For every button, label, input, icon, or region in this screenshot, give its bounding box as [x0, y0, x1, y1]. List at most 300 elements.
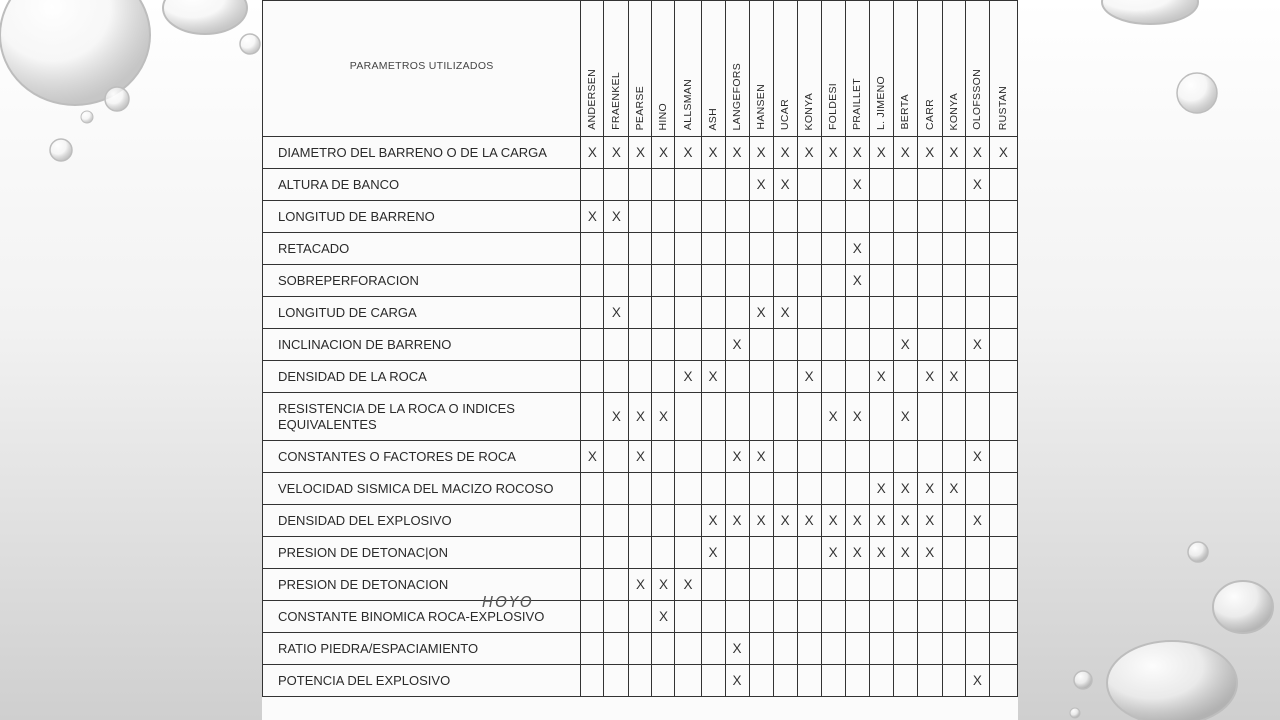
empty-cell: [652, 265, 675, 297]
empty-cell: [675, 169, 701, 201]
x-mark: X: [828, 513, 838, 528]
x-mark: X: [708, 369, 718, 384]
empty-cell: [893, 665, 917, 697]
empty-cell: [604, 473, 629, 505]
x-mark: X: [708, 545, 718, 560]
parameter-label: DENSIDAD DEL EXPLOSIVO: [263, 505, 581, 537]
parameters-header: PARAMETROS UTILIZADOS: [263, 1, 581, 137]
empty-cell: [965, 361, 989, 393]
mark-cell: [942, 361, 965, 393]
mark-cell: [821, 393, 845, 441]
empty-cell: [581, 537, 604, 569]
empty-cell: [749, 265, 773, 297]
empty-cell: [989, 569, 1017, 601]
empty-cell: [725, 233, 749, 265]
empty-cell: [942, 569, 965, 601]
x-mark: X: [732, 513, 742, 528]
empty-cell: [869, 297, 893, 329]
mark-cell: [917, 473, 942, 505]
mark-cell: [675, 361, 701, 393]
empty-cell: [942, 665, 965, 697]
empty-cell: [845, 201, 869, 233]
empty-cell: [797, 393, 821, 441]
parameter-label: LONGITUD DE BARRENO: [263, 201, 581, 233]
mark-cell: [893, 473, 917, 505]
table-row: [263, 569, 1018, 601]
table-row: [263, 537, 1018, 569]
x-mark: X: [900, 481, 910, 496]
x-mark: X: [852, 177, 862, 192]
x-mark: X: [828, 545, 838, 560]
mark-cell: [869, 537, 893, 569]
empty-cell: [989, 393, 1017, 441]
empty-cell: [797, 329, 821, 361]
mark-cell: [604, 137, 629, 169]
author-header: [581, 1, 604, 137]
x-mark: X: [828, 409, 838, 424]
mark-cell: [652, 137, 675, 169]
table-header-row: [263, 1, 1018, 137]
empty-cell: [893, 169, 917, 201]
empty-cell: [701, 633, 725, 665]
x-mark: X: [925, 369, 935, 384]
parameter-label: DIAMETRO DEL BARRENO O DE LA CARGA: [263, 137, 581, 169]
empty-cell: [675, 233, 701, 265]
mark-cell: [725, 441, 749, 473]
empty-cell: [797, 441, 821, 473]
parameter-label: DENSIDAD DE LA ROCA: [263, 361, 581, 393]
table-row: [263, 329, 1018, 361]
empty-cell: [652, 297, 675, 329]
empty-cell: [773, 329, 797, 361]
empty-cell: [773, 201, 797, 233]
empty-cell: [989, 201, 1017, 233]
x-mark: X: [683, 369, 693, 384]
empty-cell: [917, 201, 942, 233]
table-row: [263, 265, 1018, 297]
x-mark: X: [780, 513, 790, 528]
mark-cell: [604, 393, 629, 441]
empty-cell: [629, 633, 652, 665]
mark-cell: [797, 505, 821, 537]
mark-cell: [675, 137, 701, 169]
author-header: [989, 1, 1017, 137]
empty-cell: [675, 601, 701, 633]
empty-cell: [821, 265, 845, 297]
empty-cell: [629, 473, 652, 505]
empty-cell: [917, 601, 942, 633]
empty-cell: [942, 169, 965, 201]
mark-cell: [893, 393, 917, 441]
table-row: [263, 169, 1018, 201]
empty-cell: [629, 537, 652, 569]
empty-cell: [989, 537, 1017, 569]
empty-cell: [629, 361, 652, 393]
empty-cell: [604, 169, 629, 201]
mark-cell: [604, 297, 629, 329]
empty-cell: [581, 665, 604, 697]
x-mark: X: [732, 641, 742, 656]
x-mark: X: [587, 449, 597, 464]
empty-cell: [773, 473, 797, 505]
mark-cell: [989, 137, 1017, 169]
author-name: ANDERSEN: [586, 69, 599, 130]
mark-cell: [701, 537, 725, 569]
x-mark: X: [756, 305, 766, 320]
mark-cell: [629, 569, 652, 601]
empty-cell: [893, 265, 917, 297]
empty-cell: [797, 201, 821, 233]
mark-cell: [869, 505, 893, 537]
empty-cell: [965, 633, 989, 665]
x-mark: X: [972, 449, 982, 464]
empty-cell: [797, 601, 821, 633]
empty-cell: [701, 297, 725, 329]
x-mark: X: [804, 145, 814, 160]
x-mark: X: [756, 513, 766, 528]
empty-cell: [917, 169, 942, 201]
empty-cell: [965, 393, 989, 441]
mark-cell: [797, 361, 821, 393]
empty-cell: [989, 441, 1017, 473]
parameter-label: RESISTENCIA DE LA ROCA O INDICES EQUIVALENTES: [263, 393, 581, 441]
mark-cell: [581, 441, 604, 473]
mark-cell: [725, 137, 749, 169]
empty-cell: [749, 201, 773, 233]
empty-cell: [893, 361, 917, 393]
empty-cell: [749, 633, 773, 665]
empty-cell: [629, 297, 652, 329]
empty-cell: [675, 633, 701, 665]
empty-cell: [965, 537, 989, 569]
parameters-table: [262, 0, 1018, 697]
empty-cell: [701, 201, 725, 233]
empty-cell: [675, 473, 701, 505]
empty-cell: [942, 265, 965, 297]
empty-cell: [893, 233, 917, 265]
mark-cell: [725, 329, 749, 361]
empty-cell: [581, 329, 604, 361]
empty-cell: [845, 297, 869, 329]
empty-cell: [965, 601, 989, 633]
x-mark: X: [852, 545, 862, 560]
empty-cell: [917, 329, 942, 361]
empty-cell: [821, 441, 845, 473]
empty-cell: [797, 169, 821, 201]
empty-cell: [749, 665, 773, 697]
empty-cell: [629, 505, 652, 537]
empty-cell: [725, 537, 749, 569]
empty-cell: [652, 441, 675, 473]
empty-cell: [725, 201, 749, 233]
parameter-label: INCLINACION DE BARRENO: [263, 329, 581, 361]
empty-cell: [917, 233, 942, 265]
x-mark: X: [708, 513, 718, 528]
x-mark: X: [900, 337, 910, 352]
empty-cell: [965, 233, 989, 265]
empty-cell: [629, 601, 652, 633]
empty-cell: [725, 169, 749, 201]
x-mark: X: [876, 145, 886, 160]
empty-cell: [821, 233, 845, 265]
empty-cell: [581, 505, 604, 537]
empty-cell: [845, 569, 869, 601]
empty-cell: [942, 633, 965, 665]
empty-cell: [989, 601, 1017, 633]
x-mark: X: [900, 513, 910, 528]
empty-cell: [893, 569, 917, 601]
empty-cell: [845, 329, 869, 361]
empty-cell: [652, 169, 675, 201]
empty-cell: [989, 297, 1017, 329]
x-mark: X: [900, 545, 910, 560]
empty-cell: [701, 393, 725, 441]
author-header: [869, 1, 893, 137]
empty-cell: [917, 569, 942, 601]
empty-cell: [989, 505, 1017, 537]
author-name: KONYA: [947, 92, 960, 130]
empty-cell: [869, 201, 893, 233]
author-name: PEARSE: [634, 85, 647, 130]
empty-cell: [581, 569, 604, 601]
empty-cell: [773, 265, 797, 297]
empty-cell: [725, 601, 749, 633]
empty-cell: [989, 233, 1017, 265]
author-name: LANGEFORS: [731, 62, 744, 130]
empty-cell: [675, 505, 701, 537]
x-mark: X: [949, 481, 959, 496]
empty-cell: [604, 601, 629, 633]
x-mark: X: [611, 209, 621, 224]
mark-cell: [965, 665, 989, 697]
mark-cell: [749, 441, 773, 473]
mark-cell: [773, 137, 797, 169]
mark-cell: [749, 137, 773, 169]
empty-cell: [797, 537, 821, 569]
author-header: [893, 1, 917, 137]
empty-cell: [581, 601, 604, 633]
author-name: ALLSMAN: [682, 78, 694, 130]
empty-cell: [989, 473, 1017, 505]
empty-cell: [845, 601, 869, 633]
x-mark: X: [998, 145, 1008, 160]
empty-cell: [773, 361, 797, 393]
mark-cell: [652, 569, 675, 601]
x-mark: X: [876, 545, 886, 560]
author-name: BERTA: [899, 94, 912, 130]
empty-cell: [869, 633, 893, 665]
empty-cell: [652, 665, 675, 697]
x-mark: X: [925, 545, 935, 560]
mark-cell: [581, 201, 604, 233]
x-mark: X: [611, 409, 621, 424]
mark-cell: [917, 537, 942, 569]
empty-cell: [581, 297, 604, 329]
x-mark: X: [658, 145, 668, 160]
mark-cell: [869, 361, 893, 393]
table-row: [263, 393, 1018, 441]
x-mark: X: [635, 145, 645, 160]
empty-cell: [869, 441, 893, 473]
empty-cell: [797, 633, 821, 665]
mark-cell: [965, 169, 989, 201]
empty-cell: [701, 265, 725, 297]
empty-cell: [581, 361, 604, 393]
empty-cell: [652, 505, 675, 537]
empty-cell: [604, 633, 629, 665]
mark-cell: [797, 137, 821, 169]
empty-cell: [675, 201, 701, 233]
author-name: KONYA: [803, 92, 816, 130]
x-mark: X: [852, 241, 862, 256]
x-mark: X: [949, 369, 959, 384]
empty-cell: [821, 329, 845, 361]
mark-cell: [965, 329, 989, 361]
empty-cell: [604, 537, 629, 569]
author-header: [604, 1, 629, 137]
empty-cell: [821, 361, 845, 393]
handwritten-note: HOYO: [482, 593, 534, 611]
mark-cell: [604, 201, 629, 233]
x-mark: X: [756, 449, 766, 464]
empty-cell: [581, 169, 604, 201]
empty-cell: [725, 393, 749, 441]
author-header: [821, 1, 845, 137]
empty-cell: [652, 233, 675, 265]
empty-cell: [965, 569, 989, 601]
x-mark: X: [972, 337, 982, 352]
mark-cell: [942, 473, 965, 505]
author-name: FRAENKEL: [610, 72, 623, 130]
empty-cell: [965, 201, 989, 233]
empty-cell: [675, 393, 701, 441]
empty-cell: [942, 297, 965, 329]
x-mark: X: [587, 145, 597, 160]
mark-cell: [725, 665, 749, 697]
x-mark: X: [852, 409, 862, 424]
table-row: [263, 601, 1018, 633]
mark-cell: [869, 137, 893, 169]
empty-cell: [604, 233, 629, 265]
author-header: [797, 1, 821, 137]
empty-cell: [652, 329, 675, 361]
table-row: [263, 441, 1018, 473]
empty-cell: [749, 537, 773, 569]
author-name: RUSTAN: [997, 85, 1010, 130]
empty-cell: [869, 169, 893, 201]
empty-cell: [869, 601, 893, 633]
empty-cell: [749, 329, 773, 361]
parameter-label: POTENCIA DEL EXPLOSIVO: [263, 665, 581, 697]
empty-cell: [604, 665, 629, 697]
mark-cell: [893, 505, 917, 537]
author-name: UCAR: [779, 99, 792, 130]
x-mark: X: [972, 673, 982, 688]
empty-cell: [581, 473, 604, 505]
mark-cell: [917, 505, 942, 537]
empty-cell: [797, 297, 821, 329]
mark-cell: [845, 505, 869, 537]
mark-cell: [821, 505, 845, 537]
mark-cell: [725, 505, 749, 537]
x-mark: X: [828, 145, 838, 160]
empty-cell: [701, 665, 725, 697]
author-name: HINO: [657, 102, 670, 130]
empty-cell: [581, 633, 604, 665]
empty-cell: [675, 441, 701, 473]
empty-cell: [942, 441, 965, 473]
x-mark: X: [925, 513, 935, 528]
table-row: [263, 473, 1018, 505]
empty-cell: [797, 665, 821, 697]
mark-cell: [821, 137, 845, 169]
mark-cell: [845, 137, 869, 169]
author-header: [917, 1, 942, 137]
author-header: [942, 1, 965, 137]
empty-cell: [989, 329, 1017, 361]
empty-cell: [652, 633, 675, 665]
empty-cell: [749, 473, 773, 505]
empty-cell: [652, 537, 675, 569]
author-name: L. JIMENO: [875, 75, 888, 130]
author-name: ASH: [707, 107, 720, 130]
empty-cell: [581, 393, 604, 441]
table-row: [263, 361, 1018, 393]
empty-cell: [604, 265, 629, 297]
table-row: [263, 233, 1018, 265]
x-mark: X: [635, 577, 645, 592]
x-mark: X: [658, 577, 668, 592]
empty-cell: [797, 569, 821, 601]
parameter-label: LONGITUD DE CARGA: [263, 297, 581, 329]
empty-cell: [604, 329, 629, 361]
table-row: [263, 137, 1018, 169]
mark-cell: [917, 137, 942, 169]
empty-cell: [917, 665, 942, 697]
empty-cell: [989, 633, 1017, 665]
mark-cell: [893, 329, 917, 361]
empty-cell: [701, 329, 725, 361]
empty-cell: [773, 569, 797, 601]
empty-cell: [773, 601, 797, 633]
mark-cell: [845, 233, 869, 265]
x-mark: X: [972, 177, 982, 192]
empty-cell: [845, 441, 869, 473]
empty-cell: [725, 265, 749, 297]
empty-cell: [675, 665, 701, 697]
empty-cell: [773, 441, 797, 473]
x-mark: X: [683, 145, 693, 160]
empty-cell: [989, 169, 1017, 201]
mark-cell: [893, 537, 917, 569]
empty-cell: [749, 601, 773, 633]
mark-cell: [701, 137, 725, 169]
empty-cell: [821, 297, 845, 329]
parameter-label: PRESION DE DETONACION: [263, 569, 581, 601]
author-name: HANSEN: [755, 84, 768, 130]
empty-cell: [845, 633, 869, 665]
empty-cell: [675, 297, 701, 329]
empty-cell: [893, 201, 917, 233]
empty-cell: [821, 169, 845, 201]
mark-cell: [821, 537, 845, 569]
mark-cell: [965, 505, 989, 537]
empty-cell: [821, 665, 845, 697]
author-header: [965, 1, 989, 137]
x-mark: X: [780, 305, 790, 320]
empty-cell: [629, 169, 652, 201]
mark-cell: [629, 137, 652, 169]
